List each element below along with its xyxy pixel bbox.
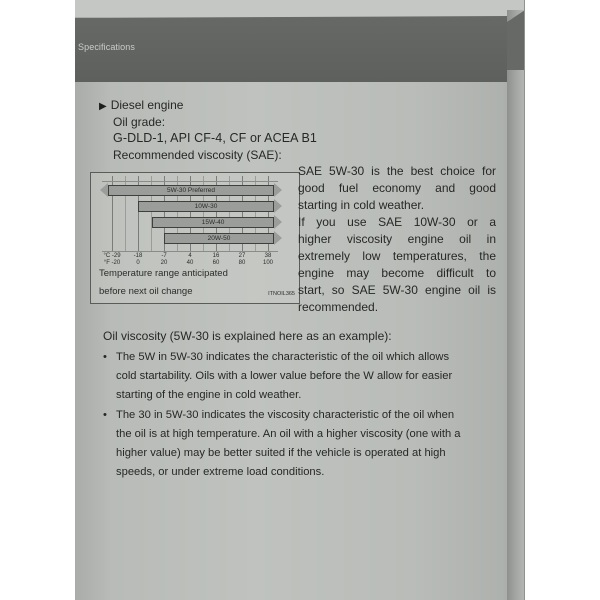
triangle-bullet-icon: ▶ [99,101,107,112]
fahrenheit-tick-label: 100 [262,260,273,266]
side-text-line: extremely low temperatures, the [298,249,496,263]
list-item-line: higher value) may be better suited if the vehicle is operated at high [116,447,446,459]
page-fold-shadow [507,10,525,600]
side-text-line: engine may become difficult to [298,266,496,280]
arrow-right-icon [274,183,282,197]
side-text-line: starting in cold weather. [298,198,425,212]
viscosity-range-bar: 10W-30 [138,201,274,212]
bullet-dot-icon: • [103,351,107,363]
page-top-margin [75,0,525,17]
viscosity-recommendation-text [298,163,496,316]
chart-caption-line1: Temperature range anticipated [99,268,228,279]
list-item-line: speeds, or under extreme load conditions. [116,466,325,478]
fahrenheit-tick-label: 0 [136,260,140,266]
chart-caption-line2: before next oil change [99,286,193,297]
side-text-line: If you use SAE 10W-30 or a [298,215,496,229]
arrow-right-icon [274,231,282,245]
viscosity-range-bar: 5W-30 Preferred [108,185,274,196]
list-item-line: The 5W in 5W-30 indicates the characteristic of the oil which allows [116,351,450,363]
fahrenheit-tick-label: 20 [160,260,168,266]
viscosity-explanation-list [103,348,497,483]
side-text-line: higher viscosity engine oil in [298,232,496,246]
list-item-line: cold startability. Oils with a lower value before the W allow for easier [116,370,453,382]
side-text-line: SAE 5W-30 is the best choice for [298,164,496,178]
bullet-dot-icon: • [103,409,107,421]
figure-code: ITNOIL365 [268,291,295,297]
list-item-line: The 30 in 5W-30 indicates the viscosity characteristic of the oil when [116,409,455,421]
section-header-title: Specifications [78,42,135,52]
side-text-line: recommended. [298,300,379,314]
chart-plot-area [102,176,278,252]
arrow-left-icon [100,183,108,197]
viscosity-chart [90,172,300,304]
side-text-line: good fuel economy and good [298,181,496,195]
viscosity-range-bar: 20W-50 [164,233,274,244]
grid-line [102,251,278,252]
fahrenheit-tick-label: 60 [212,260,220,266]
viscosity-range-bar: 15W-40 [152,217,274,228]
oil-grade-value: G-DLD-1, API CF-4, CF or ACEA B1 [113,131,317,145]
viscosity-label: Recommended viscosity (SAE): [113,148,282,162]
side-text-line: start, so SAE 5W-30 engine oil is [298,283,496,297]
section-header-band [75,16,507,82]
grid-line [102,181,278,182]
arrow-right-icon [274,215,282,229]
oil-grade-label: Oil grade: [113,115,166,129]
fahrenheit-tick-label: 80 [238,260,246,266]
viscosity-explanation-intro: Oil viscosity (5W-30 is explained here as an example): [103,329,392,343]
fahrenheit-tick-label: 40 [186,260,194,266]
list-item-line: starting of the engine in cold weather. [116,389,302,401]
celsius-tick-label: 16 [212,253,220,259]
fahrenheit-tick-label: °F -20 [103,260,121,266]
list-item [103,348,497,405]
celsius-tick-label: °C -29 [103,253,121,259]
section-heading [99,98,183,112]
page-edge [524,0,525,600]
celsius-tick-label: -7 [161,253,167,259]
celsius-tick-label: 27 [238,253,246,259]
list-item-line: the oil is at high temperature. An oil with a higher viscosity (one with a [116,428,461,440]
celsius-tick-label: -18 [133,253,143,259]
celsius-tick-label: 38 [264,253,272,259]
section-heading-text: Diesel engine [110,98,184,112]
list-item [103,406,497,482]
celsius-tick-label: 4 [188,253,192,259]
manual-page [75,0,525,600]
arrow-right-icon [274,199,282,213]
